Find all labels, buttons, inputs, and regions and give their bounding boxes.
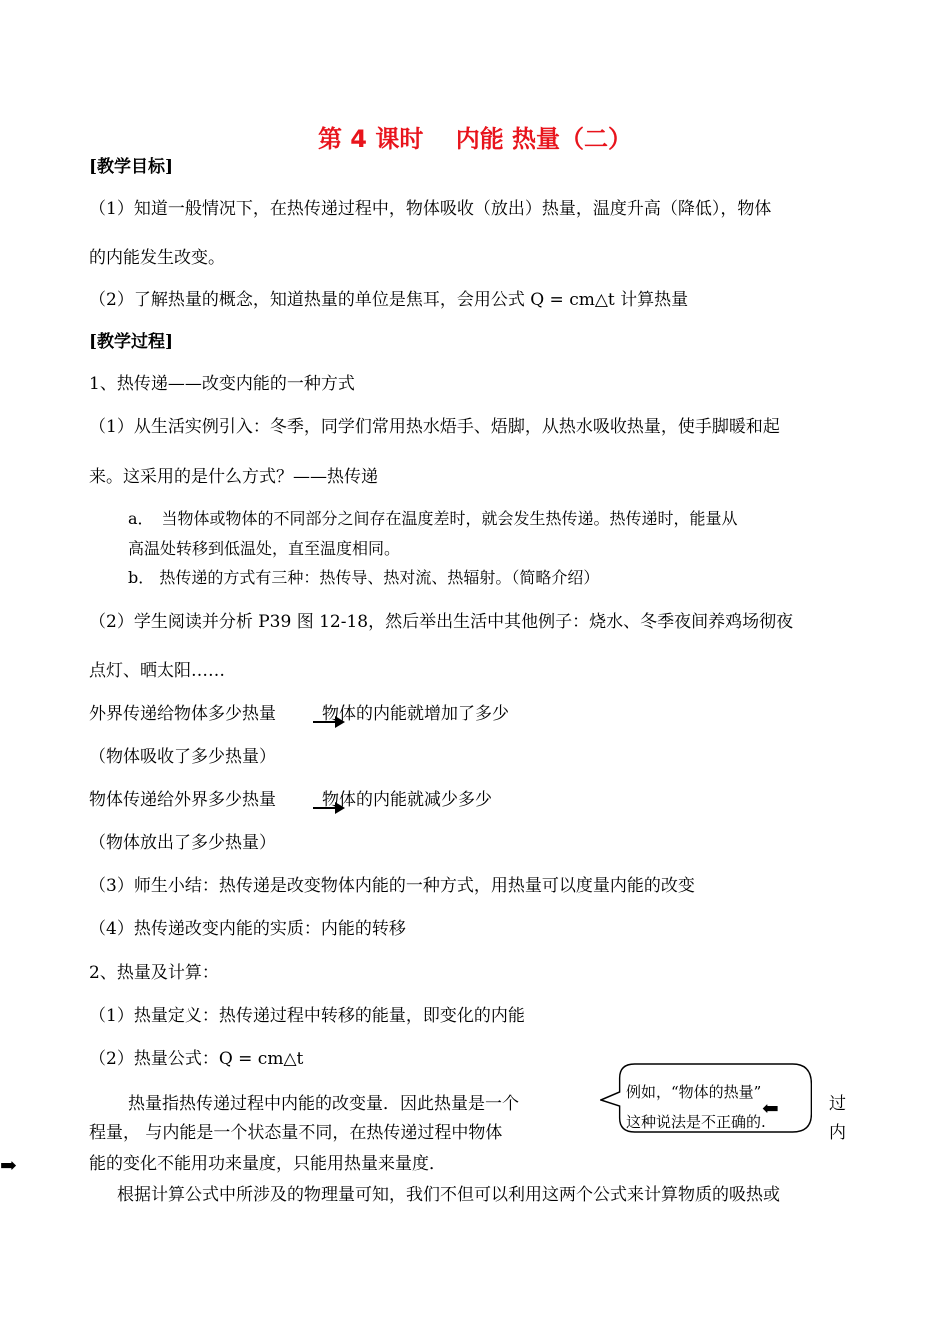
flow-2-right: 物体的内能就减少多少 [322, 790, 492, 810]
section-1-4: （4）热传递改变内能的实质：内能的转移 [89, 919, 406, 939]
section-1-2-line-2: 点灯、晒太阳…… [89, 661, 225, 681]
flow-2-left: 物体传递给外界多少热量 [89, 790, 276, 810]
section-1-title: 1、热传递——改变内能的一种方式 [89, 374, 355, 394]
page-title: 第 4 课时 内能 热量（二） [317, 125, 633, 153]
goals-heading: [教学目标] [89, 157, 174, 177]
callout-line-1: 例如，“物体的热量” [626, 1083, 762, 1101]
section-1-1-line-1: （1）从生活实例引入：冬季，同学们常用热水焐手、焐脚，从热水吸收热量，使手脚暖和起 [89, 417, 780, 437]
paragraph-line-2: 程量， 与内能是一个状态量不同，在热传递过程中物体 [89, 1123, 503, 1143]
section-1-1-line-2: 来。这采用的是什么方式？——热传递 [89, 467, 378, 487]
left-arrow-icon: ⬅ [762, 1096, 779, 1120]
callout-bubble [600, 1060, 812, 1136]
item-a-line-2: 高温处转移到低温处，直至温度相同。 [128, 539, 401, 558]
paragraph-line-2-end: 内 [829, 1123, 846, 1143]
section-1-2-line-1: （2）学生阅读并分析 P39 图 12-18，然后举出生活中其他例子：烧水、冬季夜间养鸡场彻夜 [89, 612, 794, 632]
section-2-2: （2）热量公式：Q = cm△t [89, 1049, 304, 1069]
flow-1-note: （物体吸收了多少热量） [89, 747, 276, 767]
paragraph-line-3: 能的变化不能用功来量度，只能用热量来量度． [89, 1154, 446, 1174]
goal-2: （2）了解热量的概念，知道热量的单位是焦耳，会用公式 Q = cm△t 计算热量 [89, 290, 689, 310]
goal-1-line-2: 的内能发生改变。 [89, 248, 225, 268]
paragraph-line-1-end: 过 [829, 1094, 846, 1114]
callout-line-2: 这种说法是不正确的. [626, 1113, 766, 1131]
section-1-3: （3）师生小结：热传递是改变物体内能的一种方式，用热量可以度量内能的改变 [89, 876, 695, 896]
section-2-title: 2、热量及计算： [89, 963, 219, 983]
item-b: b． 热传递的方式有三种：热传导、热对流、热辐射。（简略介绍） [128, 568, 600, 587]
flow-1-left: 外界传递给物体多少热量 [89, 704, 276, 724]
goal-1-line-1: （1）知道一般情况下，在热传递过程中，物体吸收（放出）热量，温度升高（降低），物体 [89, 199, 772, 219]
flow-1-right: 物体的内能就增加了多少 [322, 704, 509, 724]
flow-2-note: （物体放出了多少热量） [89, 833, 276, 853]
paragraph-line-1: 热量指热传递过程中内能的改变量．因此热量是一个 [128, 1094, 519, 1114]
section-2-1: （1）热量定义：热传递过程中转移的能量，即变化的内能 [89, 1006, 525, 1026]
process-heading: [教学过程] [89, 332, 174, 352]
right-arrow-icon: ➡ [0, 1153, 17, 1177]
item-a-line-1: a． 当物体或物体的不同部分之间存在温度差时，就会发生热传递。热传递时，能量从 [128, 509, 738, 528]
paragraph-last: 根据计算公式中所涉及的物理量可知，我们不但可以利用这两个公式来计算物质的吸热或 [117, 1185, 780, 1205]
